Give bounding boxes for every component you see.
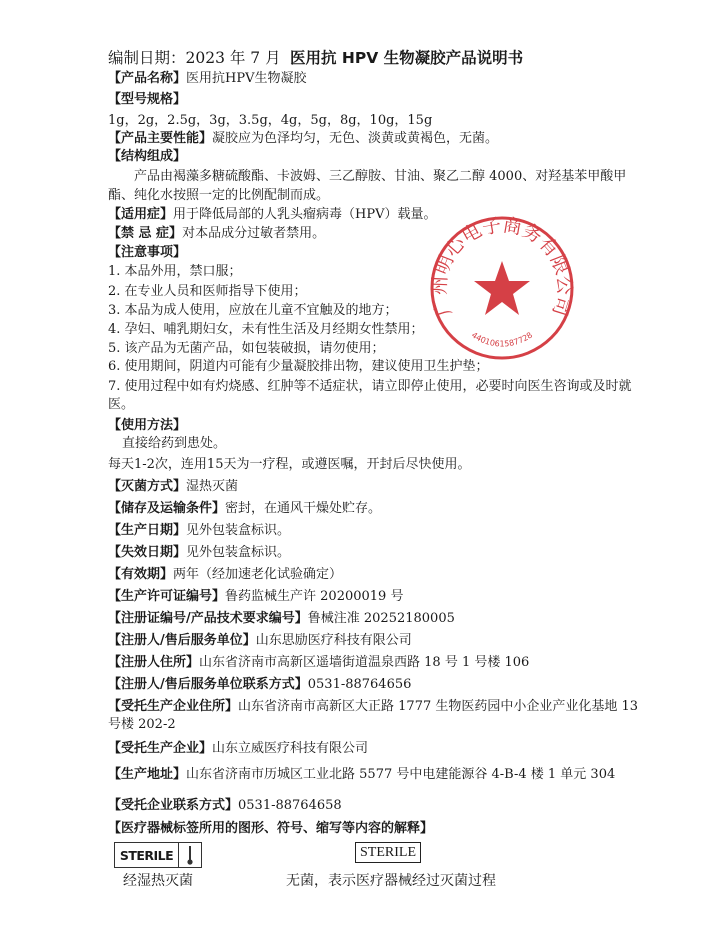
contract-mfr-address-cont: 号楼 202-2: [108, 717, 176, 732]
precautions-label: 【注意事项】: [108, 245, 187, 260]
usage-heading: [108, 417, 186, 435]
thermometer-icon: [179, 843, 201, 867]
model-spec-value: 1g，2g，2.5g，3g，3.5g，4g，5g，8g，10g，15g: [108, 113, 433, 128]
storage-row: [108, 500, 381, 518]
registrant-contact-value: 0531-88764656: [307, 677, 412, 692]
contract-contact-value: 0531-88764658: [238, 798, 342, 813]
product-name-row: [108, 70, 307, 88]
registrant-row: [108, 632, 412, 650]
composition-heading: [108, 148, 186, 166]
svg-text:广州明心电子商务有限公司: 广州明心电子商务有限公司: [428, 214, 576, 319]
sterilization-row: [108, 478, 238, 496]
validity-row: [108, 566, 342, 584]
performance-row: [108, 130, 498, 148]
registrant-address-label: 【注册人住所】: [108, 655, 200, 670]
registration-no-value: 鲁械注准 20252180005: [307, 611, 455, 626]
precaution-item: 5. 该产品为无菌产品，如包装破损，请勿使用；: [108, 341, 385, 356]
production-address-label: 【生产地址】: [108, 767, 187, 782]
sterilization-value: 湿热灭菌: [186, 479, 239, 494]
validity-value: 两年（经加速老化试验确定）: [173, 567, 343, 582]
symbols-heading: [108, 820, 433, 838]
contraindication-row: [108, 225, 325, 243]
model-spec-heading: [108, 91, 186, 109]
symbol-caption-moist-heat: 经湿热灭菌: [123, 873, 193, 889]
precaution-item: 4. 孕妇、哺乳期妇女，未有性生活及月经期女性禁用；: [108, 322, 424, 337]
production-address-row: [108, 766, 615, 784]
composition-label: 【结构组成】: [108, 149, 187, 164]
precaution-item: 7. 使用过程中如有灼烧感、红肿等不适症状，请立即停止使用，必要时向医生咨询或及时就: [108, 379, 632, 394]
production-address-value: 山东省济南市历城区工业北路 5577 号中电建能源谷 4-B-4 楼 1 单元 304: [186, 767, 616, 782]
sterilization-label: 【灭菌方式】: [108, 479, 187, 494]
production-license-row: [108, 588, 403, 606]
document-title: 医用抗 HPV 生物凝胶产品说明书: [290, 49, 524, 67]
precaution-item: 6. 使用期间，阴道内可能有少量凝胶排出物，建议使用卫生护垫；: [108, 359, 489, 374]
production-date-row: [108, 522, 290, 540]
usage-label: 【使用方法】: [108, 418, 187, 433]
product-name-value: 医用抗HPV生物凝胶: [186, 71, 307, 86]
symbols-label: 【医疗器械标签所用的图形、符号、缩写等内容的解释】: [108, 821, 434, 836]
registrant-contact-label: 【注册人/售后服务单位联系方式】: [108, 677, 308, 692]
registrant-address-value: 山东省济南市高新区遥墙街道温泉西路 18 号 1 号楼 106: [199, 655, 530, 670]
contract-contact-row: [108, 797, 342, 815]
registrant-address-row: [108, 654, 529, 672]
production-date-value: 见外包装盒标识。: [186, 523, 291, 538]
svg-text:4401061587728: 4401061587728: [469, 330, 535, 349]
registration-no-row: [108, 610, 455, 628]
registration-no-label: 【注册证编号/产品技术要求编号】: [108, 611, 308, 626]
performance-label: 【产品主要性能】: [108, 131, 213, 146]
contract-mfr-row: [108, 740, 368, 758]
precaution-item-cont: 医。: [108, 397, 135, 412]
production-license-value: 鲁药监械生产许 20200019 号: [225, 589, 404, 604]
sterile-box-icon: STERILE: [355, 842, 421, 863]
production-license-label: 【生产许可证编号】: [108, 589, 226, 604]
registrant-contact-row: [108, 676, 411, 694]
contraindication-value: 对本品成分过敏者禁用。: [182, 226, 326, 241]
usage-line-1: 直接给药到患处。: [122, 436, 227, 451]
contraindication-label: 【禁 忌 症】: [108, 226, 183, 241]
expiry-date-value: 见外包装盒标识。: [186, 545, 291, 560]
contract-mfr-address-row: [108, 698, 638, 716]
usage-line-2: 每天1-2次，连用15天为一疗程，或遵医嘱，开封后尽快使用。: [108, 457, 471, 472]
model-spec-label: 【型号规格】: [108, 92, 187, 107]
precautions-heading: [108, 244, 186, 262]
storage-value: 密封，在通风干燥处贮存。: [225, 501, 382, 516]
product-name-label: 【产品名称】: [108, 71, 187, 86]
indication-label: 【适用症】: [108, 207, 174, 222]
storage-label: 【储存及运输条件】: [108, 501, 226, 516]
company-seal-stamp-icon: [427, 213, 577, 363]
composition-line-1: 产品由褐藻多糖硫酸酯、卡波姆、三乙醇胺、甘油、聚乙二醇 4000、对羟基苯甲酸甲: [134, 169, 627, 184]
sterile-text: STERILE: [115, 843, 179, 867]
registrant-label: 【注册人/售后服务单位】: [108, 633, 256, 648]
expiry-date-label: 【失效日期】: [108, 545, 187, 560]
contract-mfr-label: 【受托生产企业】: [108, 741, 213, 756]
precaution-item: 2. 在专业人员和医师指导下使用；: [108, 284, 307, 299]
contract-mfr-address-value: 山东省济南市高新区大正路 1777 生物医药园中小企业产业化基地 13: [238, 699, 639, 714]
indication-value: 用于降低局部的人乳头瘤病毒（HPV）载量。: [173, 207, 437, 222]
symbol-caption-sterile: 无菌，表示医疗器械经过灭菌过程: [286, 873, 496, 889]
precaution-item: 3. 本品为成人使用，应放在儿童不宜触及的地方；: [108, 303, 398, 318]
contract-mfr-value: 山东立威医疗科技有限公司: [212, 741, 369, 756]
contract-contact-label: 【受托企业联系方式】: [108, 798, 239, 813]
validity-label: 【有效期】: [108, 567, 174, 582]
compile-date: 编制日期：2023 年 7 月: [108, 49, 281, 67]
production-date-label: 【生产日期】: [108, 523, 187, 538]
registrant-value: 山东思励医疗科技有限公司: [255, 633, 412, 648]
expiry-date-row: [108, 544, 290, 562]
contract-mfr-address-label: 【受托生产企业住所】: [108, 699, 239, 714]
composition-line-2: 酯、纯化水按照一定的比例配制而成。: [108, 188, 330, 203]
indication-row: [108, 206, 437, 224]
precaution-item: 1. 本品外用，禁口服；: [108, 264, 242, 279]
sterile-moist-heat-icon: [114, 842, 202, 868]
performance-value: 凝胶应为色泽均匀，无色、淡黄或黄褐色，无菌。: [212, 131, 499, 146]
